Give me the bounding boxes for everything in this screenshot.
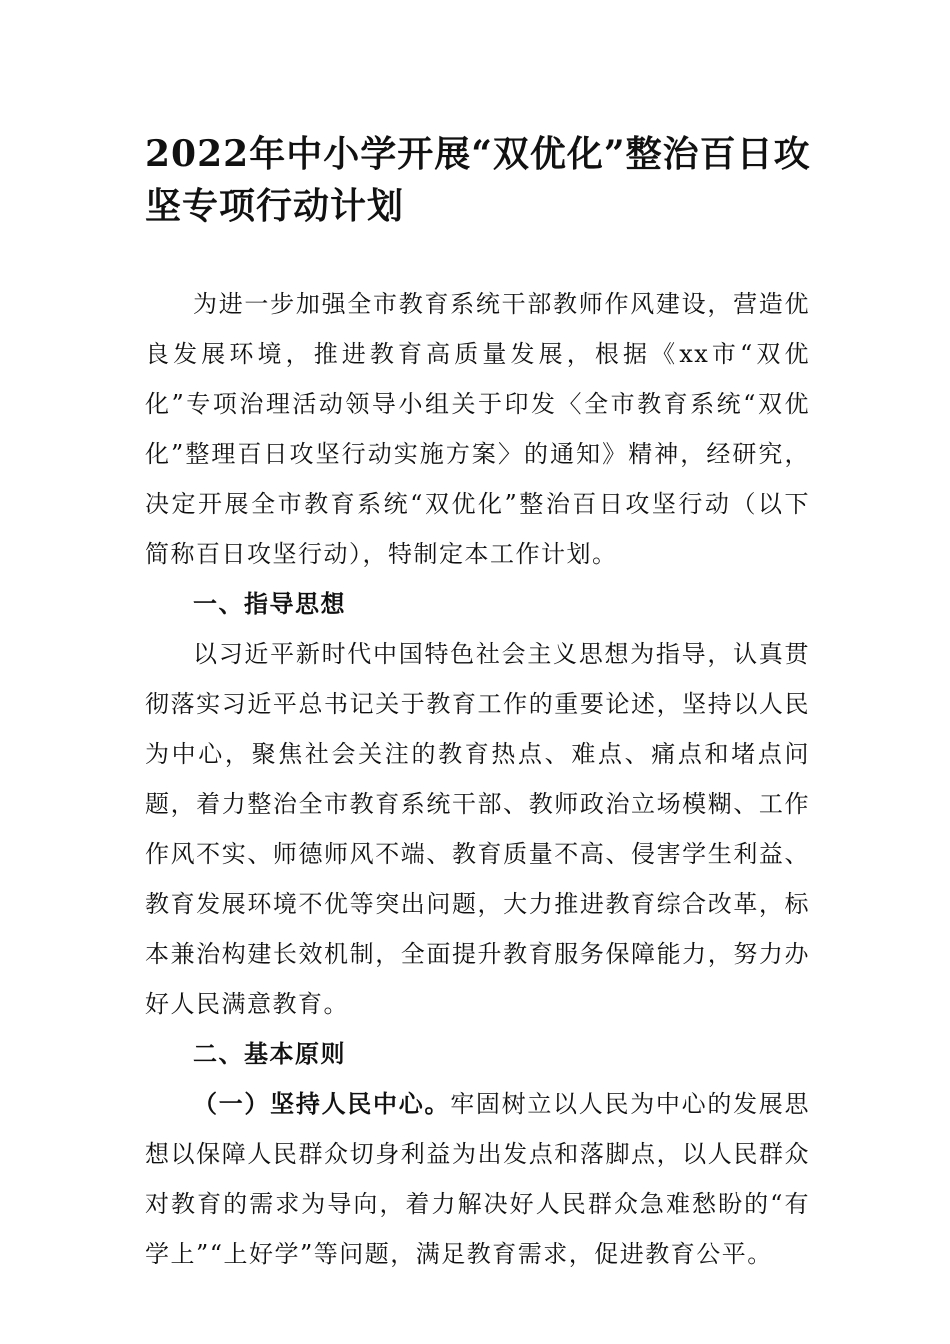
principle-paragraph bbox=[145, 1079, 810, 1279]
guiding-thought-paragraph: 以习近平新时代中国特色社会主义思想为指导，认真贯彻落实习近平总书记关于教育工作的重要论述，坚持以人民为中心，聚焦社会关注的教育热点、难点、痛点和堵点问题，着力整治全市教育系统干部、教师政治立场模糊、工作作风不实、师德师风不端、教育质量不高、侵害学生利益、教育发展环境不优等突出问题，大力推进教育综合改革，标本兼治构建长效机制，全面提升教育服务保障能力，努力办好人民满意教育。 bbox=[145, 640, 810, 1018]
document-body bbox=[145, 279, 810, 1279]
intro-paragraph: 为进一步加强全市教育系统干部教师作风建设，营造优良发展环境，推进教育高质量发展，根据《xx市“双优化”专项治理活动领导小组关于印发〈全市教育系统“双优化”整理百日攻坚行动实施方案〉的通知》精神，经研究，决定开展全市教育系统“双优化”整治百日攻坚行动（以下简称百日攻坚行动），特制定本工作计划。 bbox=[145, 290, 810, 568]
section-heading-guiding-thought: 一、指导思想 bbox=[193, 590, 346, 618]
section-heading-basic-principles: 二、基本原则 bbox=[193, 1040, 346, 1068]
principle-text: 牢固树立以人民为中心的发展思想以保障人民群众切身利益为出发点和落脚点，以人民群众对教育的需求为导向，着力解决好人民群众急难愁盼的“有学上”“上好学”等问题，满足教育需求，促进教育公平。 bbox=[145, 1090, 811, 1268]
document-title: 2022年中小学开展“双优化”整治百日攻坚专项行动计划 bbox=[145, 133, 811, 227]
principle-lead: （一）坚持人民中心。 bbox=[193, 1090, 451, 1118]
